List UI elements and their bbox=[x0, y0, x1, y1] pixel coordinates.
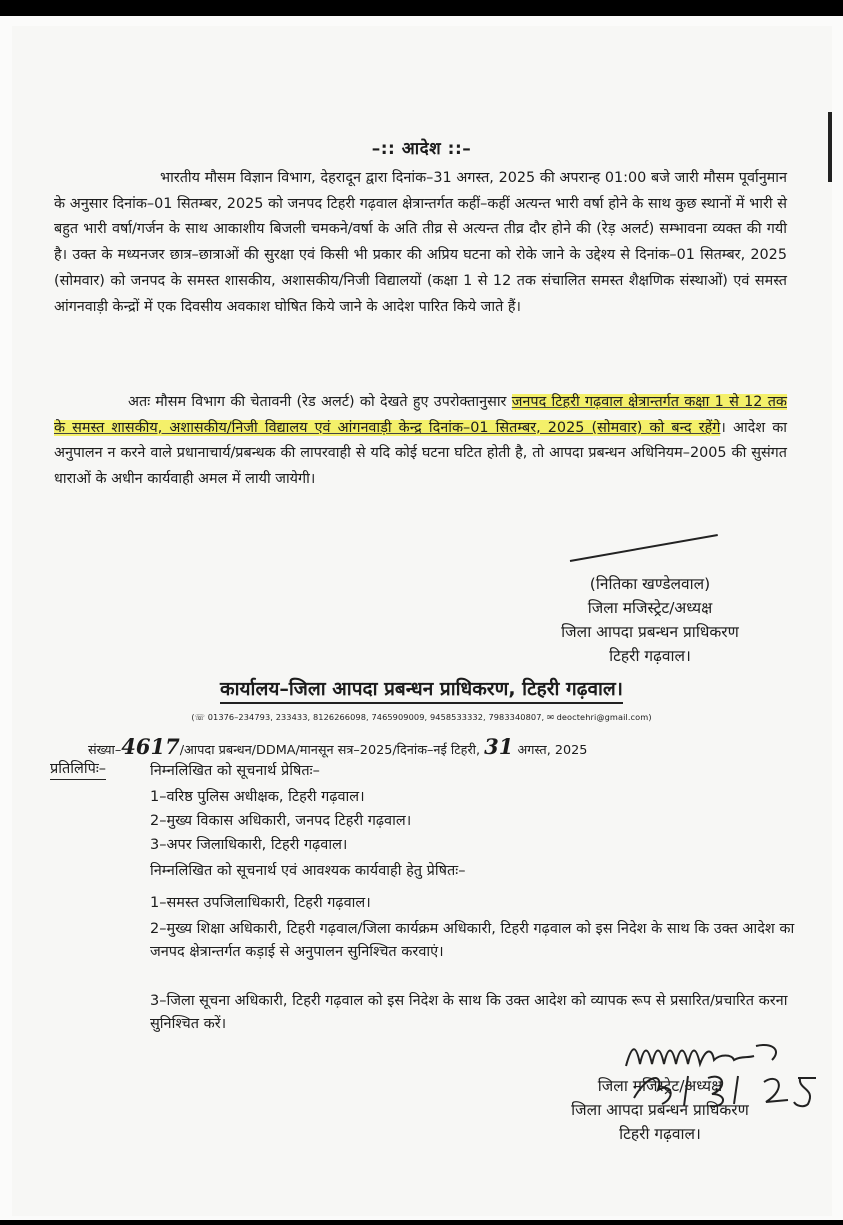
signature-block-2 bbox=[530, 1074, 790, 1146]
signatory-place-2: टिहरी गढ़वाल। bbox=[619, 1125, 701, 1143]
reference-number: 4617 bbox=[121, 734, 180, 759]
order-heading: –:: आदेश ::– bbox=[371, 139, 472, 159]
copy-intro-2: निम्नलिखित को सूचनार्थ एवं आवश्यक कार्यवाही हेतु प्रेषितः– bbox=[150, 863, 466, 879]
office-title-text: कार्यालय–जिला आपदा प्रबन्धन प्राधिकरण, टिहरी गढ़वाल। bbox=[220, 678, 623, 704]
copy-item-1-1: 1–वरिष्ठ पुलिस अधीक्षक, टिहरी गढ़वाल। bbox=[150, 789, 365, 805]
signatory-place: टिहरी गढ़वाल। bbox=[609, 647, 691, 665]
top-bar bbox=[0, 0, 843, 16]
reference-prefix: संख्या– bbox=[88, 743, 122, 758]
signatory-name: (नितिका खण्डेलवाल) bbox=[589, 575, 711, 593]
signatory-authority: जिला आपदा प्रबन्धन प्राधिकरण bbox=[561, 623, 739, 641]
signatory-designation: जिला मजिस्ट्रेट/अध्यक्ष bbox=[587, 599, 713, 617]
reference-day: 31 bbox=[484, 734, 514, 759]
signatory-designation-2: जिला मजिस्ट्रेट/अध्यक्ष bbox=[597, 1077, 723, 1095]
copy-item-1-3: 3–अपर जिलाधिकारी, टिहरी गढ़वाल। bbox=[150, 837, 348, 853]
signatory-authority-2: जिला आपदा प्रबन्धन प्राधिकरण bbox=[571, 1101, 749, 1119]
order-paragraph-2 bbox=[54, 390, 787, 493]
para2-intro: अतः मौसम विभाग की चेतावनी (रेड अलर्ट) को देखते हुए उपरोक्तानुसार bbox=[128, 394, 512, 410]
reference-suffix: अगस्त, 2025 bbox=[517, 743, 588, 758]
copy-item-2-1: 1–समस्त उपजिलाधिकारी, टिहरी गढ़वाल। bbox=[150, 895, 371, 911]
bottom-bar bbox=[0, 1220, 843, 1225]
reference-line bbox=[88, 734, 587, 759]
highlighted-closure-text: जनपद टिहरी गढ़वाल क्षेत्रान्तर्गत कक्षा 1 से 12 तक के समस्त शासकीय, अशासकीय/निजी विद्यालय एवं आंगनवाड़ी केन्द्र दिनांक–01 सितम्बर, 2025 (सोमवार) को बन्द रहेंगे bbox=[54, 394, 787, 436]
copy-intro-1: निम्नलिखित को सूचनार्थ प्रेषितः– bbox=[150, 763, 320, 779]
copy-label: प्रतिलिपिः– bbox=[50, 759, 106, 780]
para2-warning: । आदेश का अनुपालन न करने वाले प्रधानाचार्य/प्रबन्धक की लापरवाही से यदि कोई घटना घटित होती है, तो आपदा प्रबन्धन अधिनियम–2005 की सुसंगत धाराओं के अधीन कार्यवाही अमल में लायी जायेगी। bbox=[54, 419, 787, 488]
reference-middle: /आपदा प्रबन्धन/DDMA/मानसून सत्र–2025/दिनांक–नई टिहरी, bbox=[179, 743, 481, 758]
copy-item-1-2: 2–मुख्य विकास अधिकारी, जनपद टिहरी गढ़वाल। bbox=[150, 813, 412, 829]
office-title bbox=[0, 675, 843, 701]
signature-block-1 bbox=[520, 572, 780, 668]
office-contact: (☏ 01376–234793, 233433, 8126266098, 7465909009, 9458533332, 7983340807, ✉ deoctehri@gmail.com) bbox=[191, 712, 652, 722]
copy-item-2-3: 3–जिला सूचना अधिकारी, टिहरी गढ़वाल को इस निदेश के साथ कि उक्त आदेश को व्यापक रूप से प्रसारित/प्रचारित करना सुनिश्चित करें। bbox=[150, 993, 788, 1032]
order-paragraph-1: भारतीय मौसम विज्ञान विभाग, देहरादून द्वारा दिनांक–31 अगस्त, 2025 की अपरान्ह 01:00 बजे जारी मौसम पूर्वानुमान के अनुसार दिनांक–01 सितम्बर, 2025 को जनपद टिहरी गढ़वाल क्षेत्रान्तर्गत कहीं–कहीं अत्यन्त भारी वर्षा होने के साथ कुछ स्थानों में भारी से बहुत भारी वर्षा/गर्जन के साथ आकाशीय बिजली चमकने/वर्षा के अति तीव्र से अत्यन्त तीव्र दौर होने की (रेड़ अलर्ट) सम्भावना व्यक्त की गयी है। उक्त के मध्यनजर छात्र–छात्राओं की सुरक्षा एवं किसी भी प्रकार की अप्रिय घटना को रोके जाने के उद्देश्य से दिनांक–01 सितम्बर, 2025 (सोमवार) को जनपद के समस्त शासकीय, अशासकीय/निजी विद्यालयों (कक्षा 1 से 12 तक संचालित समस्त शैक्षणिक संस्थाओं) एवं समस्त आंगनवाड़ी केन्द्रों में एक दिवसीय अवकाश घोषित किये जाने के आदेश पारित किये जाते हैं। bbox=[54, 170, 787, 315]
copy-item-2-2: 2–मुख्य शिक्षा अधिकारी, टिहरी गढ़वाल/जिला कार्यक्रम अधिकारी, टिहरी गढ़वाल को इस निदेश के साथ कि उक्त आदेश का जनपद क्षेत्रान्तर्गत कड़ाई से अनुपालन सुनिश्चित करवाएं। bbox=[150, 921, 795, 960]
